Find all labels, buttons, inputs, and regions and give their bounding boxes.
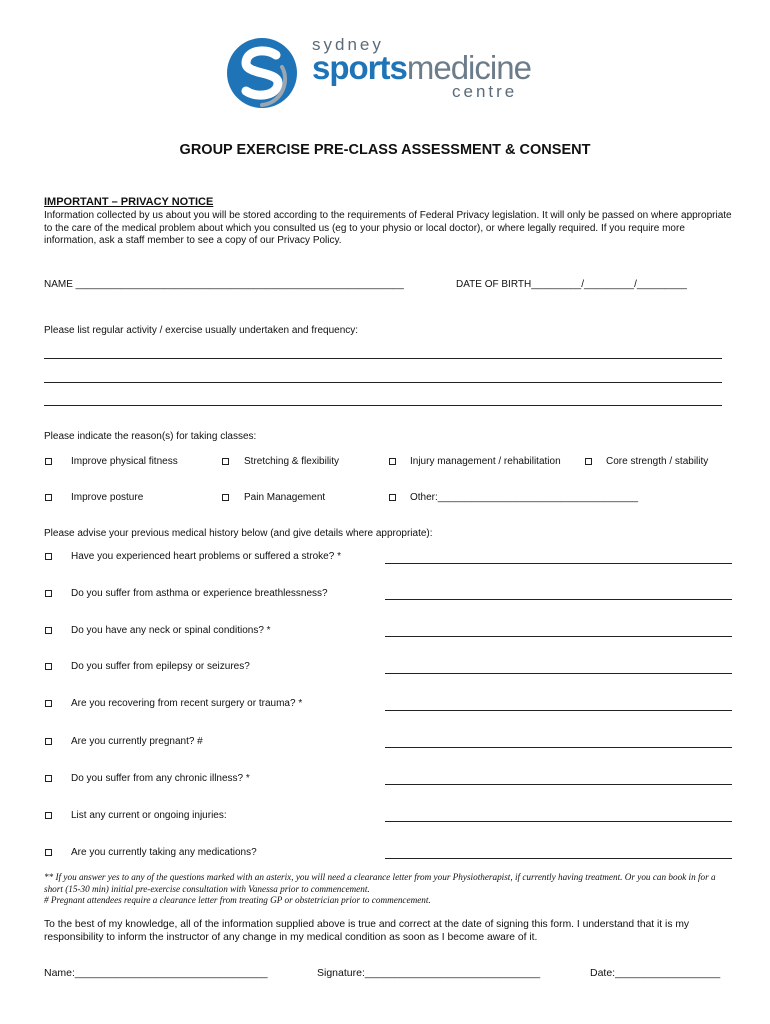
reason-label: Improve physical fitness: [71, 456, 178, 467]
question-label: Do you suffer from asthma or experience breathlessness?: [71, 588, 328, 599]
signature-field[interactable]: Signature:______________________________: [317, 967, 541, 979]
reason-label: Stretching & flexibility: [244, 456, 340, 467]
reason-checkbox[interactable]: [45, 458, 52, 465]
question-label: List any current or ongoing injuries:: [71, 810, 227, 821]
logo-sports-text: sports: [312, 49, 407, 86]
footnote: [44, 872, 734, 907]
name-field[interactable]: NAME ___________________________________________________________: [44, 279, 404, 290]
question-checkbox[interactable]: [45, 738, 52, 745]
signature-date-field[interactable]: Date:__________________: [590, 967, 721, 979]
privacy-text: Information collected by us about you will be stored according to the requirements of Federal Privacy legislation. It will only be passed on where appropriate to the care of the medical problem about which you consulted us (eg to your physio or local doctor), or where legally required. If you require more information, ask a staff member to see a copy of our Privacy Policy.: [44, 210, 732, 246]
question-detail-line[interactable]: [385, 784, 732, 785]
question-detail-line[interactable]: [385, 747, 732, 748]
declaration-text: To the best of my knowledge, all of the information supplied above is true and correct at the date of signing this form. I understand that it is my responsibility to inform the instructor of any change in my medical condition as soon as I become aware of it.: [44, 919, 690, 943]
question-checkbox[interactable]: [45, 700, 52, 707]
signature-name-field[interactable]: Name:_________________________________: [44, 967, 268, 979]
question-checkbox[interactable]: [45, 553, 52, 560]
reasons-prompt: Please indicate the reason(s) for taking classes:: [44, 431, 257, 442]
reason-checkbox[interactable]: [222, 494, 229, 501]
logo-top-text: sydney: [312, 35, 384, 54]
reason-checkbox[interactable]: [45, 494, 52, 501]
activity-line-1[interactable]: [44, 358, 722, 359]
reason-label: Improve posture: [71, 492, 144, 503]
footnote-clearance: ** If you answer yes to any of the questions marked with an asterix, you will need a clearance letter from your Physiotherapist, if currently having treatment. Or you can book in for a short (15-30 min) initial pre-exercise consultation with Vanessa prior to commencement.: [44, 872, 716, 894]
question-detail-line[interactable]: [385, 563, 732, 564]
question-label: Do you have any neck or spinal conditions? *: [71, 625, 271, 636]
activity-line-2[interactable]: [44, 382, 722, 383]
reason-other-field[interactable]: Other:____________________________________: [410, 492, 639, 503]
reason-checkbox[interactable]: [389, 494, 396, 501]
question-checkbox[interactable]: [45, 849, 52, 856]
question-label: Do you suffer from any chronic illness? *: [71, 773, 250, 784]
question-detail-line[interactable]: [385, 599, 732, 600]
footnote-pregnancy: # Pregnant attendees require a clearance letter from treating GP or obstetrician prior to commencement.: [44, 895, 431, 905]
question-detail-line[interactable]: [385, 821, 732, 822]
logo-medicine-text: medicine: [406, 49, 531, 86]
reason-checkbox[interactable]: [389, 458, 396, 465]
reason-label: Injury management / rehabilitation: [410, 456, 561, 467]
question-detail-line[interactable]: [385, 673, 732, 674]
question-checkbox[interactable]: [45, 590, 52, 597]
question-checkbox[interactable]: [45, 812, 52, 819]
clinic-logo: [226, 37, 556, 117]
question-label: Do you suffer from epilepsy or seizures?: [71, 661, 250, 672]
page-title: GROUP EXERCISE PRE-CLASS ASSESSMENT & CONSENT: [179, 142, 591, 158]
question-label: Have you experienced heart problems or suffered a stroke? *: [71, 551, 341, 562]
reason-checkbox[interactable]: [222, 458, 229, 465]
question-detail-line[interactable]: [385, 710, 732, 711]
question-label: Are you currently pregnant? #: [71, 736, 203, 747]
reason-checkbox[interactable]: [585, 458, 592, 465]
question-label: Are you recovering from recent surgery or trauma? *: [71, 698, 303, 709]
date-of-birth-field[interactable]: DATE OF BIRTH_________/_________/_________: [456, 279, 687, 290]
logo-bottom-text: centre: [452, 82, 518, 101]
question-checkbox[interactable]: [45, 627, 52, 634]
question-label: Are you currently taking any medications?: [71, 847, 257, 858]
question-detail-line[interactable]: [385, 636, 732, 637]
question-checkbox[interactable]: [45, 775, 52, 782]
question-checkbox[interactable]: [45, 663, 52, 670]
reason-label: Pain Management: [244, 492, 326, 503]
reason-label: Core strength / stability: [606, 456, 709, 467]
activity-line-3[interactable]: [44, 405, 722, 406]
history-prompt: Please advise your previous medical history below (and give details where appropriate):: [44, 528, 433, 539]
activity-prompt: Please list regular activity / exercise usually undertaken and frequency:: [44, 325, 359, 336]
question-detail-line[interactable]: [385, 858, 732, 859]
logo-emblem-icon: [226, 37, 298, 109]
privacy-heading: IMPORTANT – PRIVACY NOTICE: [44, 196, 214, 208]
